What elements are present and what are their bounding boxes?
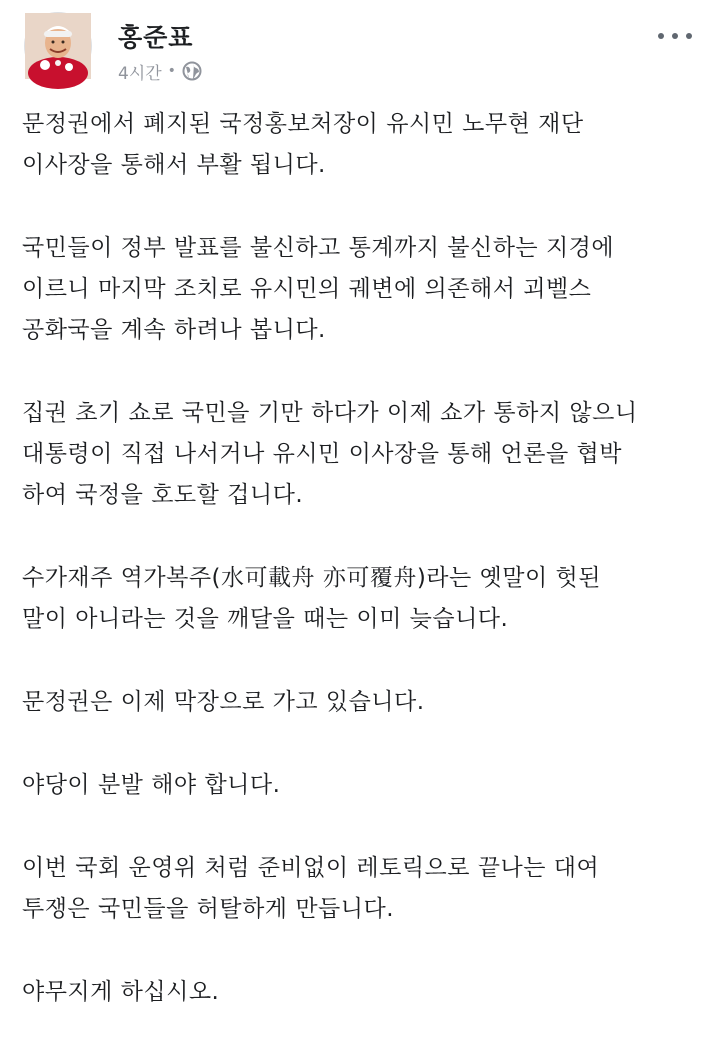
post-paragraph [22,848,702,930]
more-options-button[interactable] [658,26,692,46]
post-text-line: 문정권에서 폐지된 국정홍보처장이 유시민 노무현 재단 [22,111,584,137]
post-paragraph [22,104,702,186]
globe-icon[interactable] [182,61,202,81]
more-options-dot [686,33,692,39]
post-text-line: 이르니 마지막 조치로 유시민의 궤변에 의존해서 괴벨스 [22,276,592,302]
post-paragraph [22,228,702,351]
post-text-line: 공화국을 계속 하려나 봅니다. [22,317,326,343]
post-text-line: 투쟁은 국민들을 허탈하게 만듭니다. [22,896,395,922]
author-name[interactable]: 홍준표 [118,23,194,52]
post-text-line: 야당이 분발 해야 합니다. [22,772,281,798]
post-header [24,12,698,84]
post-text-line: 국민들이 정부 발표를 불신하고 통계까지 불신하는 지경에 [22,235,615,261]
post-text-line: 문정권은 이제 막장으로 가고 있습니다. [22,689,425,715]
post-paragraph [22,972,702,1013]
post-content [22,104,702,1055]
more-options-icon [658,33,664,39]
post-text-line: 야무지게 하십시오. [22,979,220,1005]
post-text-line: 하여 국정을 호도할 겁니다. [22,482,304,508]
post-text-line: 수가재주 역가복주(水可載舟 亦可覆舟)라는 옛말이 헛된 [22,565,601,591]
post-paragraph [22,393,702,516]
post-text-line: 이번 국회 운영위 처럼 준비없이 레토릭으로 끝나는 대여 [22,855,600,881]
post-text-line: 이사장을 통해서 부활 됩니다. [22,152,326,178]
post-text-line: 대통령이 직접 나서거나 유시민 이사장을 통해 언론을 협박 [22,441,622,467]
more-options-dot [672,33,678,39]
post-text-line: 말이 아니라는 것을 깨달을 때는 이미 늦습니다. [22,606,509,632]
post-paragraph [22,765,702,806]
post-text-line: 집권 초기 쇼로 국민을 기만 하다가 이제 쇼가 통하지 않으니 [22,400,638,426]
post-timestamp[interactable]: 4시간 [118,63,162,84]
post-paragraph [22,558,702,640]
avatar-photo [25,13,91,79]
avatar[interactable] [24,12,92,80]
post-meta [118,60,202,82]
meta-separator: • [167,63,176,79]
post-paragraph [22,682,702,723]
